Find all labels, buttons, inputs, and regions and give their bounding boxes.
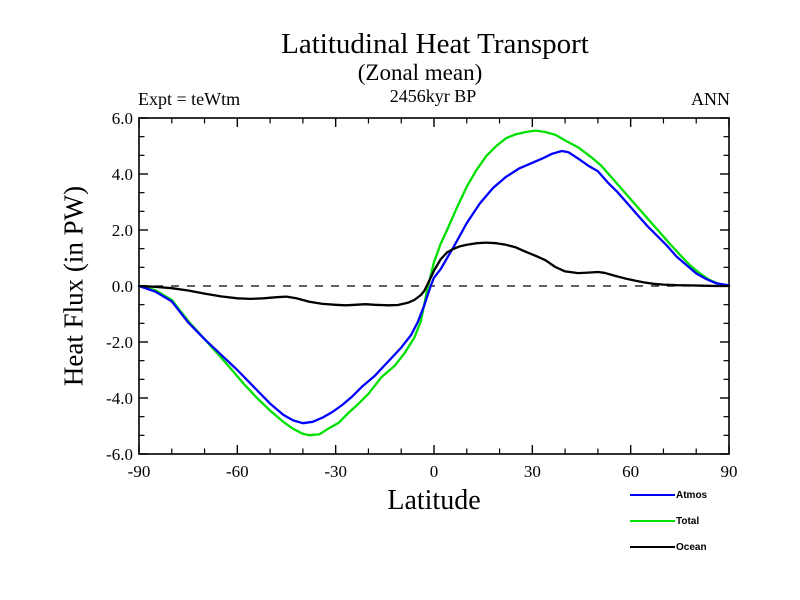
chart-subtitle: (Zonal mean) — [357, 60, 483, 85]
y-tick-label: -6.0 — [106, 445, 133, 464]
x-tick-label: 60 — [622, 462, 640, 481]
y-tick-label: 2.0 — [111, 221, 133, 240]
legend-line-atmos — [630, 494, 675, 496]
x-tick-label: -90 — [127, 462, 151, 481]
x-tick-label: 0 — [429, 462, 439, 481]
y-tick-label: 0.0 — [111, 277, 133, 296]
legend-line-ocean — [630, 546, 675, 548]
x-axis-title: Latitude — [387, 485, 481, 516]
season-label: ANN — [691, 89, 730, 109]
y-tick-label: -4.0 — [106, 389, 133, 408]
time-label: 2456kyr BP — [389, 86, 477, 106]
chart-title: Latitudinal Heat Transport — [281, 28, 589, 60]
series-line-ocean — [139, 243, 729, 306]
y-tick-label: 4.0 — [111, 165, 133, 184]
legend-entry-atmos — [630, 482, 707, 508]
x-tick-label: 90 — [720, 462, 738, 481]
legend-line-total — [630, 520, 675, 522]
legend-label-atmos: Atmos — [676, 489, 708, 501]
y-tick-label: 6.0 — [111, 109, 133, 128]
experiment-label: Expt = teWtm — [138, 89, 241, 109]
y-tick-label: -2.0 — [106, 333, 133, 352]
legend-entry-ocean — [630, 534, 707, 560]
legend — [630, 482, 707, 560]
x-tick-label: -30 — [324, 462, 348, 481]
x-tick-label: -60 — [225, 462, 249, 481]
legend-entry-total — [630, 508, 707, 534]
series-line-atmos — [139, 151, 729, 423]
x-tick-label: 30 — [523, 462, 541, 481]
legend-label-total: Total — [676, 515, 700, 527]
y-axis-title: Heat Flux (in PW) — [58, 185, 89, 387]
legend-label-ocean: Ocean — [676, 541, 707, 553]
